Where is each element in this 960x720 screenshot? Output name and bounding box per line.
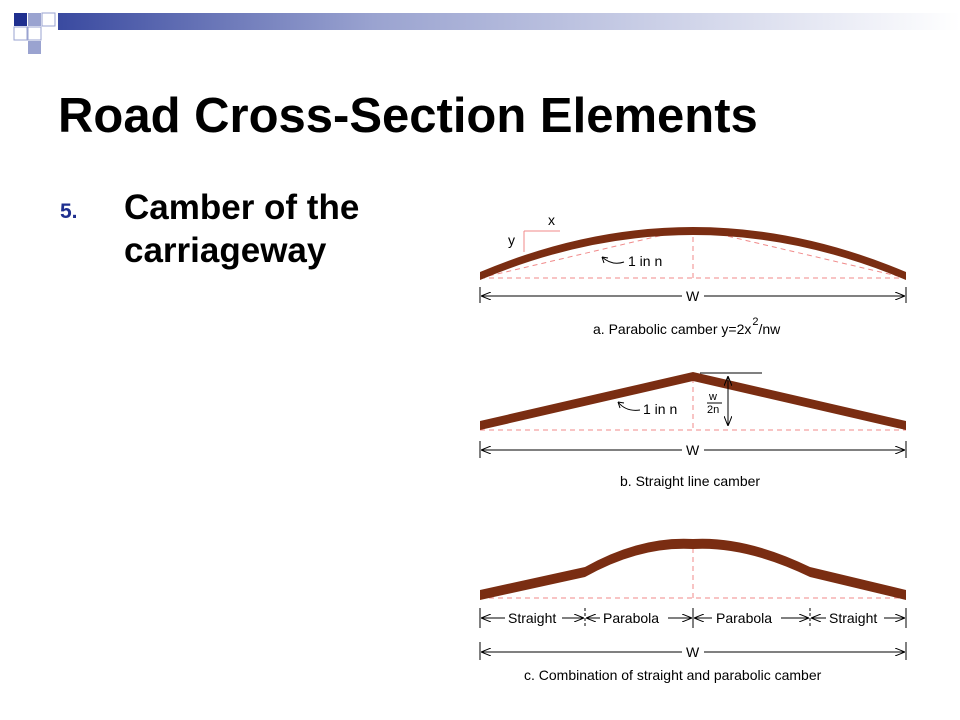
b-fraction-denominator: 2n — [707, 404, 720, 416]
bullet-line-1: Camber of the — [124, 188, 360, 227]
diagram-c-combination — [480, 539, 906, 683]
b-caption: b. Straight line camber — [620, 473, 761, 489]
bullet-line-2: carriageway — [124, 231, 327, 270]
b-fraction-numerator: w — [709, 391, 717, 403]
a-label-x: x — [548, 212, 555, 228]
c-seg2-label: Parabola — [603, 610, 660, 626]
b-slope-label: 1 in n — [643, 401, 678, 417]
diagram-a-parabolic — [480, 212, 906, 337]
a-caption: a. Parabolic camber $y=2x^2/nw$ — [593, 316, 781, 337]
c-width-label: W — [686, 644, 700, 660]
a-label-y: y — [508, 232, 515, 248]
a-slope-label: 1 in n — [628, 253, 663, 269]
b-width-label: W — [686, 442, 700, 458]
c-seg3-label: Parabola — [716, 610, 773, 626]
a-width-label: W — [686, 288, 700, 304]
c-seg4-label: Straight — [829, 610, 878, 626]
a-road-surface — [480, 227, 906, 280]
c-seg1-label: Straight — [508, 610, 557, 626]
diagram-b-straight — [480, 372, 906, 489]
b-slope-leader — [618, 402, 640, 410]
c-caption: c. Combination of straight and parabolic camber — [524, 667, 822, 683]
slide-title: Road Cross-Section Elements — [58, 89, 758, 143]
bullet-number: 5. — [60, 200, 78, 223]
